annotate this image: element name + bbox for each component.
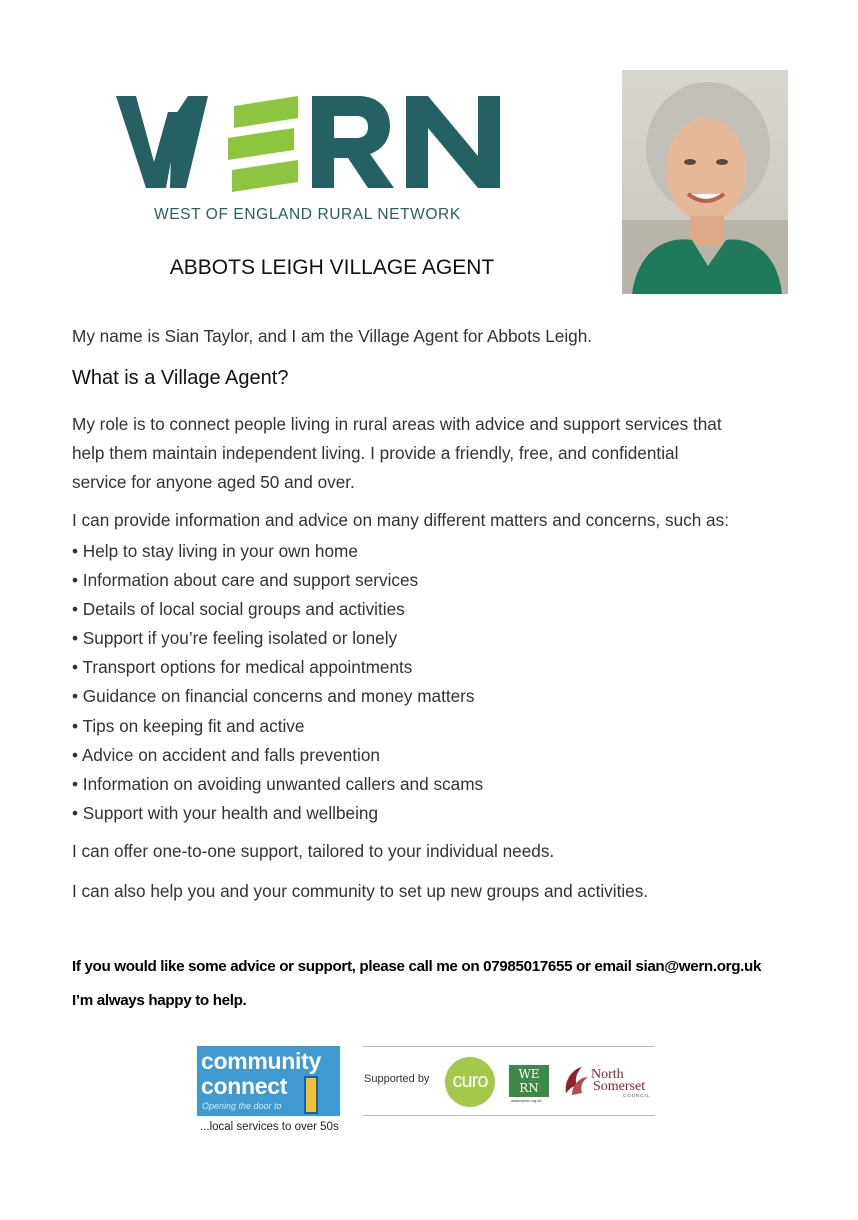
supporters-strip (363, 1046, 655, 1116)
wern-small-url: www.wern.org.uk (511, 1098, 542, 1103)
north-somerset-emblem-icon (562, 1063, 590, 1097)
list-item: • Support with your health and wellbeing (72, 802, 379, 823)
list-item: • Guidance on financial concerns and money matters (72, 686, 475, 707)
intro-text: My name is Sian Taylor, and I am the Village Agent for Abbots Leigh. (72, 326, 593, 346)
community-connect-line2: connect (201, 1073, 288, 1099)
community-connect-line1: community (201, 1048, 321, 1074)
happy-to-help-line: I’m always happy to help. (72, 992, 247, 1009)
wern-wordmark (116, 92, 504, 192)
list-item: • Tips on keeping fit and active (72, 715, 305, 736)
list-item: • Transport options for medical appointments (72, 657, 413, 678)
role-line: service for anyone aged 50 and over. (72, 472, 355, 492)
curo-logo (445, 1057, 495, 1107)
wern-logo-subtitle: WEST OF ENGLAND RURAL NETWORK (154, 206, 461, 223)
community-connect-tagline: ...local services to over 50s (200, 1121, 339, 1133)
section-heading: What is a Village Agent? (72, 367, 289, 389)
contact-line: If you would like some advice or support, please call me on 07985017655 or email sian@wern.org.uk (72, 958, 762, 975)
door-icon (304, 1076, 318, 1114)
support-paragraph: I can offer one-to-one support, tailored to your individual needs. (72, 841, 555, 861)
page-title: ABBOTS LEIGH VILLAGE AGENT (169, 256, 495, 279)
wern-small-line2: RN (519, 1081, 539, 1095)
community-paragraph: I can also help you and your community to set up new groups and activities. (72, 881, 649, 901)
wern-small-line1: WE (518, 1067, 540, 1081)
supported-by-label: Supported by (364, 1073, 430, 1085)
list-item: • Details of local social groups and activities (72, 599, 405, 620)
curo-logo-text: curo (452, 1070, 488, 1092)
north-somerset-line3: COUNCIL (623, 1093, 651, 1098)
north-somerset-line2: Somerset (593, 1079, 646, 1094)
role-line: My role is to connect people living in rural areas with advice and support services that (72, 414, 722, 434)
list-item: • Information on avoiding unwanted callers and scams (72, 773, 484, 794)
north-somerset-line1: North (591, 1067, 624, 1082)
role-paragraph (72, 410, 802, 497)
list-item: • Help to stay living in your own home (72, 541, 358, 561)
topics-intro: I can provide information and advice on many different matters and concerns, such as: (72, 510, 729, 530)
topics-list (72, 537, 483, 828)
portrait-photo (622, 70, 788, 294)
community-connect-logo (197, 1046, 340, 1116)
list-item: • Support if you’re feeling isolated or lonely (72, 628, 398, 649)
wern-logo (116, 92, 504, 222)
wern-small-logo (509, 1065, 549, 1097)
community-connect-motto: Opening the door to (202, 1101, 282, 1111)
role-line: help them maintain independent living. I provide a friendly, free, and confidential (72, 443, 679, 463)
list-item: • Advice on accident and falls prevention (72, 744, 380, 765)
list-item: • Information about care and support services (72, 570, 419, 591)
